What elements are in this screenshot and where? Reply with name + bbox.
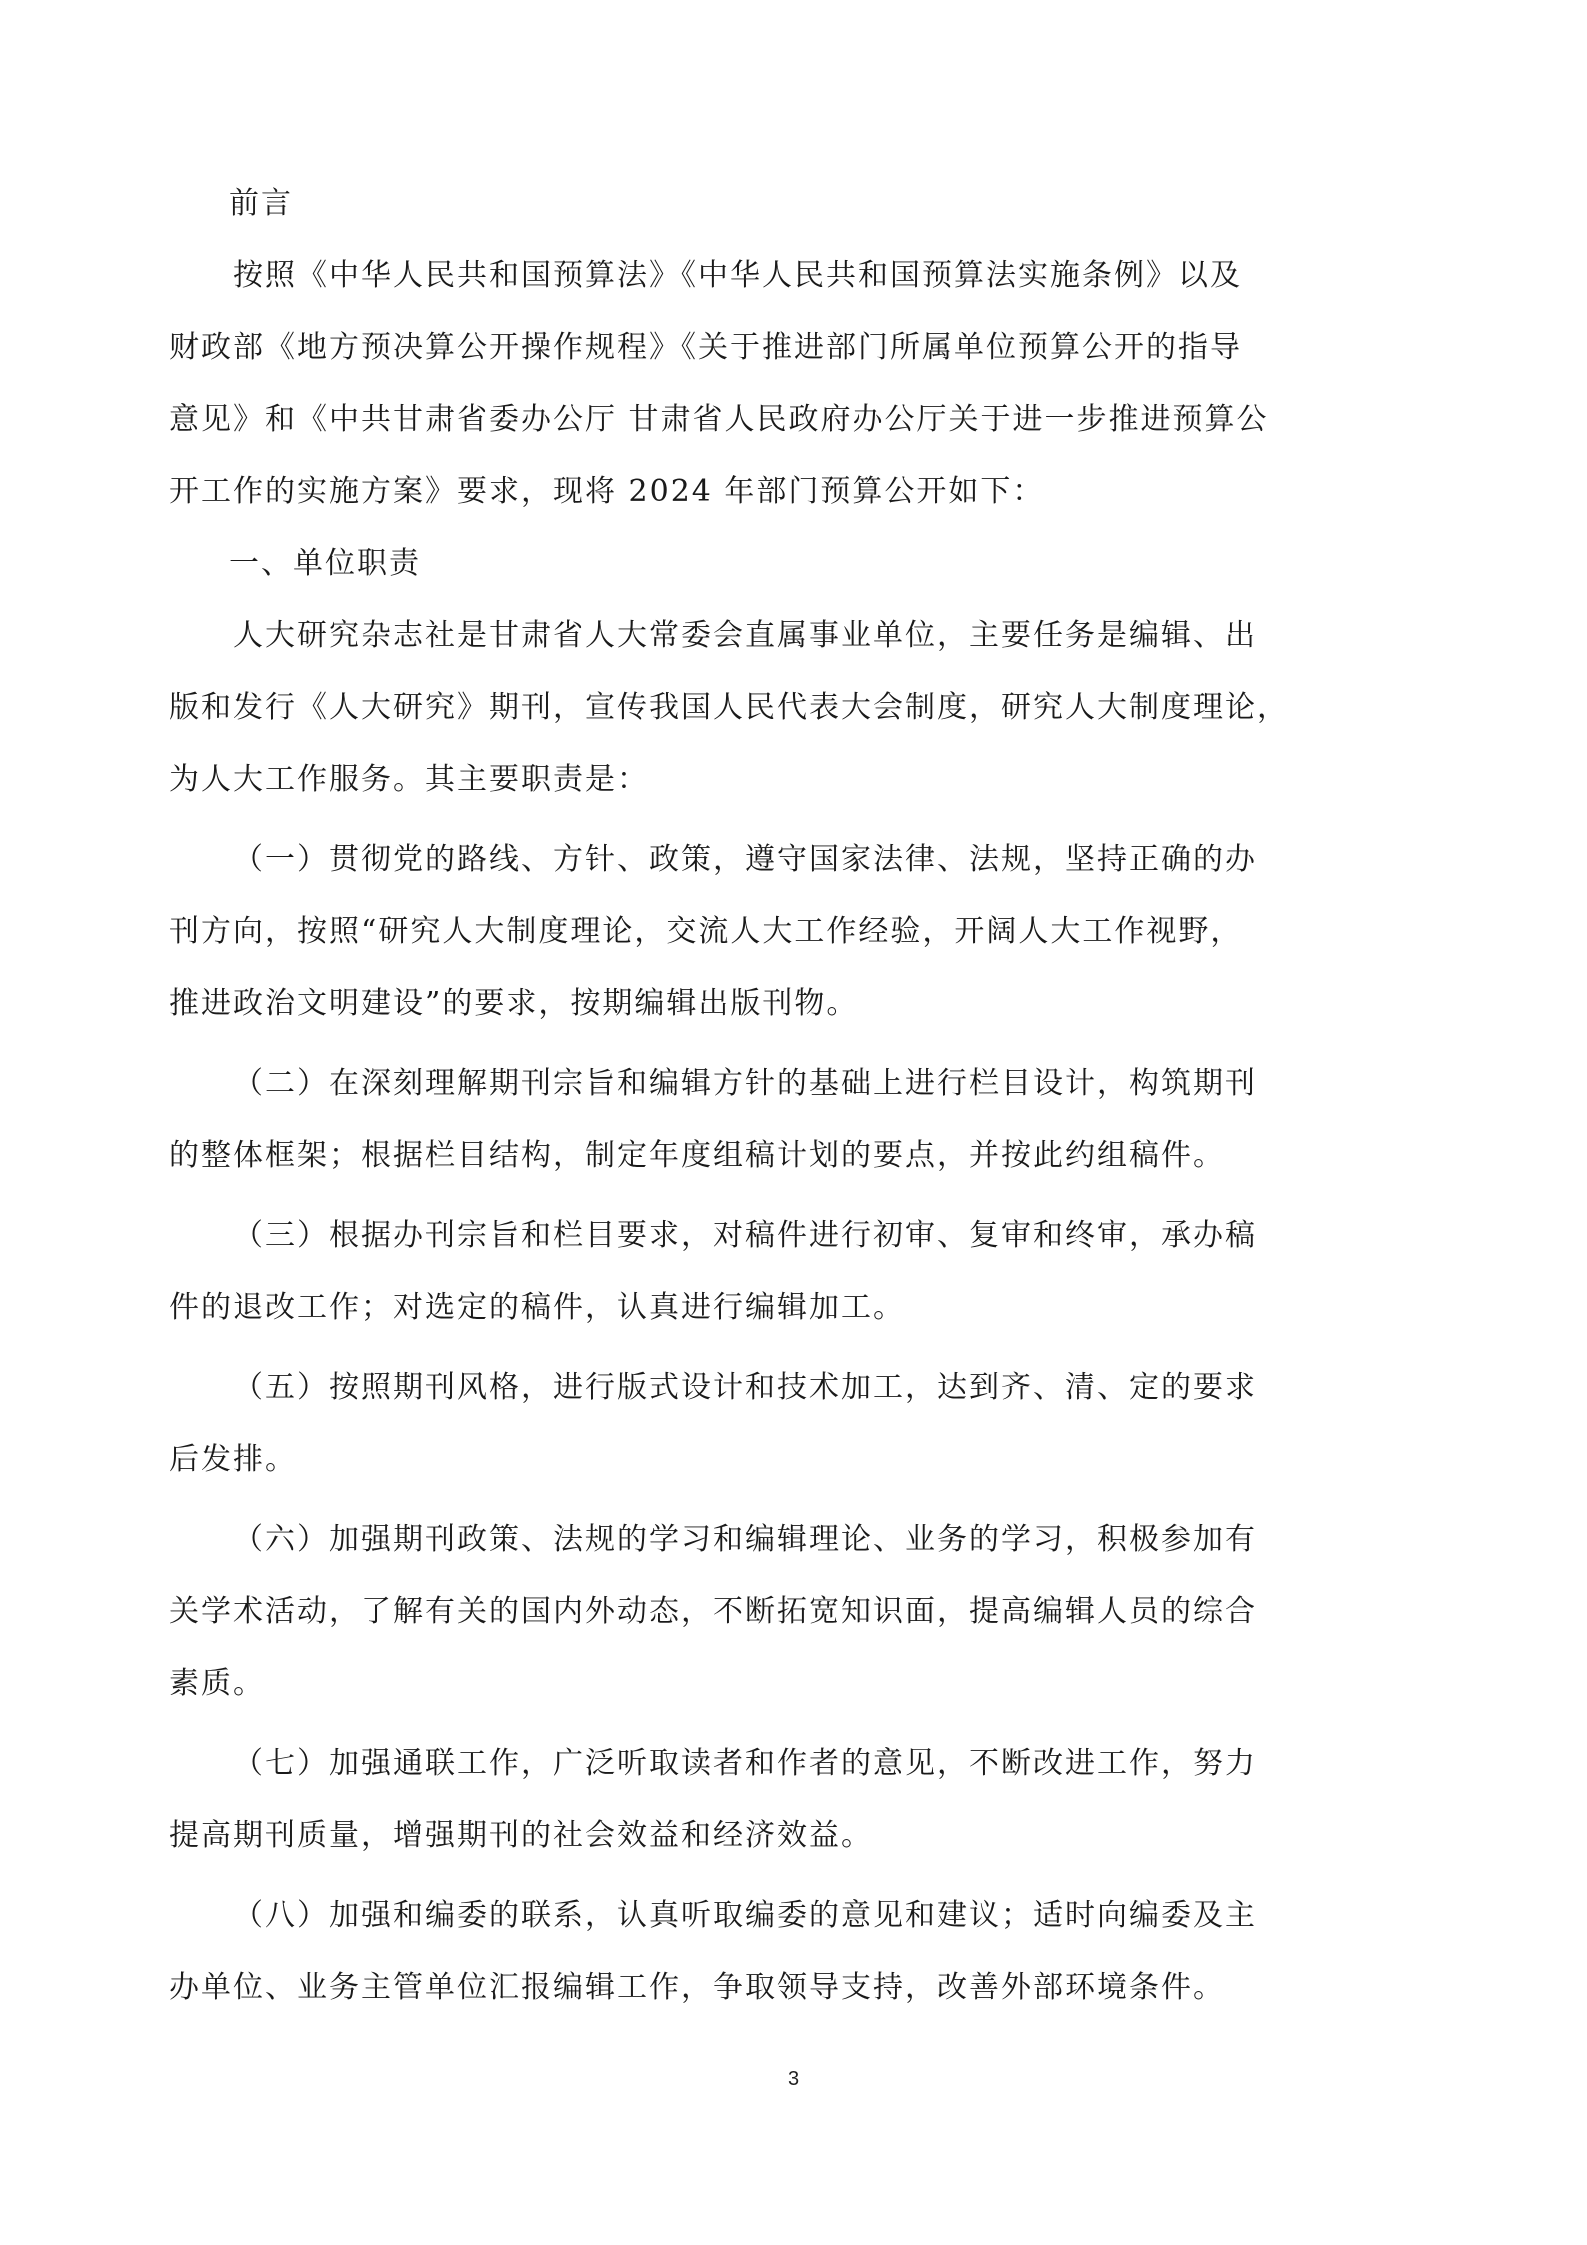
text-line: （三）根据办刊宗旨和栏目要求，对稿件进行初审、复审和终审，承办稿 (233, 1218, 1257, 1253)
text-line: 后发排。 (169, 1442, 297, 1477)
duty-paragraph (169, 824, 1430, 1040)
text-line: （二）在深刻理解期刊宗旨和编辑方针的基础上进行栏目设计，构筑期刊 (233, 1066, 1257, 1101)
page-number: 3 (787, 2068, 800, 2090)
text-line: 按照《中华人民共和国预算法》《中华人民共和国预算法实施条例》以及 (233, 258, 1242, 293)
section-heading: 一、单位职责 (229, 546, 421, 581)
text-line: 为人大工作服务。其主要职责是： (169, 762, 649, 797)
text-line: 意见》和《中共甘肃省委办公厅 甘肃省人民政府办公厅关于进一步推进预算公 (169, 402, 1269, 437)
duty-paragraph (169, 1880, 1430, 2024)
text-line: 推进政治文明建设”的要求，按期编辑出版刊物。 (169, 986, 859, 1021)
text-line: 刊方向，按照“研究人大制度理论，交流人大工作经验，开阔人大工作视野， (169, 914, 1243, 949)
duty-paragraph (169, 1728, 1430, 1872)
preface-heading: 前言 (229, 186, 293, 221)
duty-paragraph (169, 1504, 1430, 1720)
text-line: 素质。 (169, 1666, 265, 1701)
text-line: 办单位、业务主管单位汇报编辑工作，争取领导支持，改善外部环境条件。 (169, 1970, 1225, 2005)
text-line: （一）贯彻党的路线、方针、政策，遵守国家法律、法规，坚持正确的办 (233, 842, 1257, 877)
duty-paragraph (169, 1200, 1430, 1344)
duty-paragraph (169, 1048, 1430, 1192)
text-line: 的整体框架；根据栏目结构，制定年度组稿计划的要点，并按此约组稿件。 (169, 1138, 1225, 1173)
preface-paragraph (169, 240, 1430, 528)
text-line: 关学术活动，了解有关的国内外动态，不断拓宽知识面，提高编辑人员的综合 (169, 1594, 1257, 1629)
text-line: （八）加强和编委的联系，认真听取编委的意见和建议；适时向编委及主 (233, 1898, 1257, 1933)
text-line: （七）加强通联工作，广泛听取读者和作者的意见，不断改进工作，努力 (233, 1746, 1257, 1781)
text-line: 开工作的实施方案》要求，现将 2024 年部门预算公开如下： (169, 474, 1045, 509)
text-line: 人大研究杂志社是甘肃省人大常委会直属事业单位，主要任务是编辑、出 (233, 618, 1257, 653)
intro-paragraph (169, 600, 1430, 816)
duty-paragraph (169, 1352, 1430, 1496)
text-line: 提高期刊质量，增强期刊的社会效益和经济效益。 (169, 1818, 873, 1853)
page-content (169, 168, 1430, 2024)
text-line: 版和发行《人大研究》期刊，宣传我国人民代表大会制度，研究人大制度理论， (169, 690, 1289, 725)
text-line: 财政部《地方预决算公开操作规程》《关于推进部门所属单位预算公开的指导 (169, 330, 1242, 365)
text-line: （五）按照期刊风格，进行版式设计和技术加工，达到齐、清、定的要求 (233, 1370, 1257, 1405)
text-line: 件的退改工作；对选定的稿件，认真进行编辑加工。 (169, 1290, 905, 1325)
text-line: （六）加强期刊政策、法规的学习和编辑理论、业务的学习，积极参加有 (233, 1522, 1257, 1557)
